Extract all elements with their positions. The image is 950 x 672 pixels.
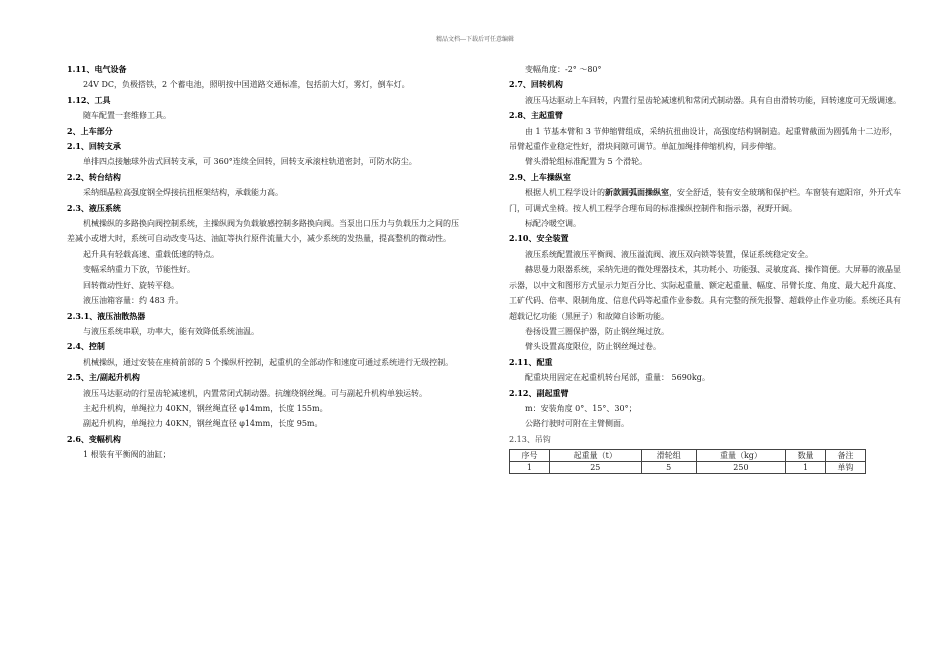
paragraph: 赫思曼力限器系统，采纳先进的微处理器技术，其功耗小、功能强、灵敏度高、操作简便。大屏幕的液晶显示器，以中文和图形方式显示力矩百分比、实际起重量、额定起重量、幅度、吊臂长度、角度、最大起升高度、工矿代码、倍率、限制角度、信息代码等起重作业参数。具有完整的预先报警、超载停止作业功能。系统还具有超载记忆功能（黑匣子）和故障自诊断功能。 [509,265,901,321]
table-header-cell: 数量 [786,450,826,462]
left-column [67,62,462,463]
paragraph: 随车配置一套维修工具。 [83,111,171,121]
page-header: 精品文档---下载后可任意编辑 [435,36,515,43]
section-heading: 2.9、上车操纵室 [509,171,571,182]
hook-spec-table [509,449,866,474]
paragraph: 液压油箱容量：约 483 升。 [83,296,184,306]
paragraph-text: ，安全舒适，装有安全玻璃和保护栏。车窗装有遮阳帘，外开式车门，可调式坐椅。按人机工程学合理布局的标准操纵控制件和指示器，视野开阔。 [509,188,901,213]
section-heading: 2.6、变幅机构 [67,433,121,444]
table-row [510,462,866,474]
table-header-cell: 起重量（t） [549,450,641,462]
paragraph: 变幅角度：-2° ～80° [525,65,602,74]
section-heading: 2.1、回转支承 [67,141,121,152]
plain-heading: 2.13、吊钩 [509,434,551,444]
table-cell: 1 [786,462,826,474]
paragraph: 1 根装有平衡阀的油缸； [83,450,171,460]
table-header-cell: 序号 [510,450,550,462]
paragraph: 单排四点接触球外齿式回转支承，可 360°连续全回转，回转支承滚柱轨道密封，可防水防尘。 [83,157,417,167]
paragraph: 标配冷暖空调。 [525,219,581,229]
section-heading: 2、上车部分 [67,125,113,136]
section-heading: 2.11、配重 [509,356,553,367]
right-column [509,62,904,474]
table-header-cell: 重量（kg） [696,450,785,462]
paragraph: 臂头设置高度限位，防止钢丝绳过卷。 [525,342,661,352]
section-heading: 2.10、安全装置 [509,233,569,244]
section-heading: 1.11、电气设备 [67,64,127,74]
section-heading: 2.7、回转机构 [509,79,563,90]
table-cell: 1 [510,462,550,474]
paragraph: 采纳细晶粒高强度钢全焊接抗扭框架结构，承载能力高。 [83,188,283,198]
section-heading: 2.5、主/副起升机构 [67,372,140,383]
table-header-cell: 滑轮组 [641,450,696,462]
section-heading: 2.8、主起重臂 [509,110,563,121]
paragraph: 变幅采纳重力下放，节能性好。 [83,265,195,275]
paragraph: 机械操纵的多路换向阀控制系统，主操纵阀为负载敏感控制多路换向阀。当泵出口压力与负载压力之间的压差减小或增大时，系统可自动改变马达、油缸等执行原件流量大小，减少系统的发热量，提高整机的微动性。 [67,219,459,244]
paragraph-text: 根据人机工程学设计的 [525,188,605,198]
section-heading: 1.12、工具 [67,94,111,105]
paragraph: 臂头滑轮组标准配置为 5 个滑轮。 [525,157,648,167]
table-cell: 250 [696,462,785,474]
table-header-row [510,450,866,462]
section-heading: 2.2、转台结构 [67,171,121,182]
paragraph: m：安装角度 0°、15°、30°； [525,403,637,413]
paragraph: 卷扬设置三圈保护器，防止钢丝绳过放。 [525,326,669,336]
paragraph: 液压马达驱动的行星齿轮减速机，内置常闭式制动器。抗缠绕钢丝绳。可与副起升机构单独运转。 [83,388,427,398]
paragraph: 主起升机构，单绳拉力 40KN，钢丝绳直径 φ14mm，长度 155m。 [83,403,328,413]
paragraph: 由 1 节基本臂和 3 节伸缩臂组成，采纳抗扭曲设计，高强度结构钢制造。起重臂截面为圆弧角十二边形，吊臂起重作业稳定性好，滑块间隙可调节。单缸加绳排伸缩机构，同步伸缩。 [509,126,898,152]
paragraph: 与液压系统串联，功率大，能有效降低系统油温。 [83,326,259,336]
paragraph [509,185,904,216]
paragraph: 配重块用固定在起重机转台尾部，重量： 5690kg。 [525,373,710,383]
paragraph: 回转微动性好、旋转平稳。 [83,280,179,290]
table-body [510,462,866,474]
section-heading: 2.12、副起重臂 [509,387,569,398]
right-flow [509,62,904,447]
table-cell: 5 [641,462,696,474]
table-header-cell: 备注 [826,450,866,462]
paragraph: 机械操纵，通过安装在座椅前部的 5 个操纵杆控制，起重机的全部动作和速度可通过系统进行无级控制。 [83,357,454,367]
paragraph: 起升具有轻载高速、重载低速的特点。 [83,249,219,259]
paragraph: 公路行驶时可附在主臂侧面。 [525,419,629,429]
table-cell: 25 [549,462,641,474]
section-heading: 2.4、控制 [67,341,105,352]
table-cell: 单钩 [826,462,866,474]
section-heading: 2.3.1、液压油散热器 [67,310,146,321]
paragraph: 液压系统配置液压平衡阀、液压溢流阀、液压双向锁等装置，保证系统稳定安全。 [525,249,813,259]
paragraph: 副起升机构，单绳拉力 40KN，钢丝绳直径 φ14mm，长度 95m。 [83,419,323,429]
paragraph: 24V DC，负极搭铁，2 个蓄电池，照明按中国道路交通标准，包括前大灯，雾灯，倒车灯。 [83,80,410,90]
paragraph: 液压马达驱动上车回转，内置行星齿轮减速机和常闭式制动器。具有自由滑转功能，回转速度可无级调速。 [525,95,901,105]
section-heading: 2.3、液压系统 [67,202,121,213]
paragraph-bold-text: 新款圆弧面操纵室 [605,187,669,198]
